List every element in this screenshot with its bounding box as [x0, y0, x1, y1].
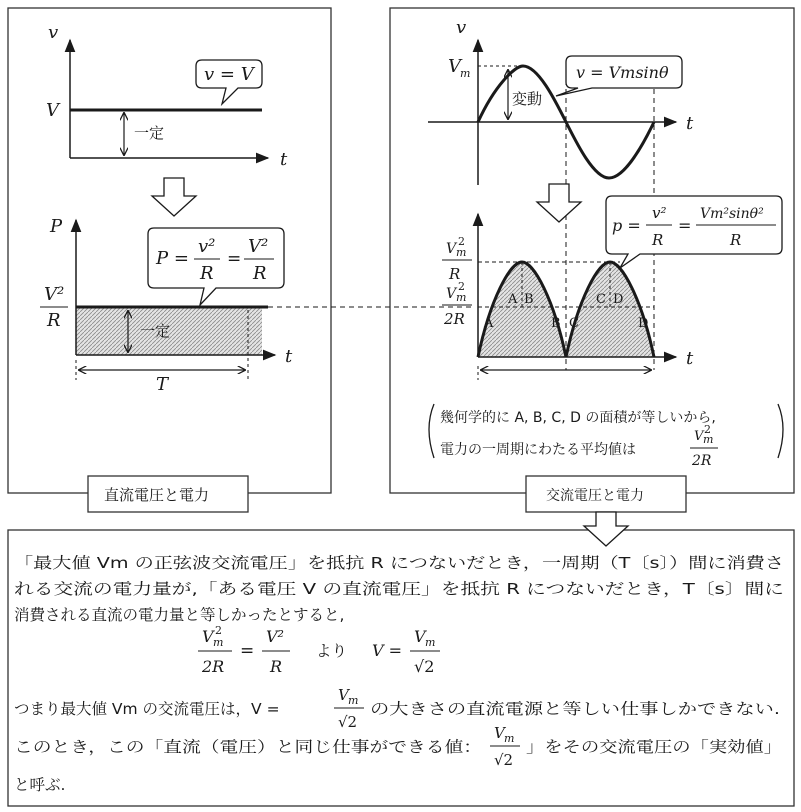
svg-text:=: = [678, 216, 692, 235]
svg-text:V: V [446, 286, 457, 302]
svg-text:√2: √2 [494, 751, 514, 769]
svg-text:Vm²sinθ²: Vm²sinθ² [700, 206, 764, 222]
svg-text:R: R [449, 265, 461, 283]
explanation-line-2: れる交流の電力量が,「ある電圧 V の直流電圧」を抵抗 R につないだとき，T〔s〕間に [14, 580, 784, 598]
svg-text:V²: V² [266, 627, 284, 646]
svg-text:m: m [460, 67, 471, 80]
svg-text:m: m [456, 246, 467, 259]
svg-text:V: V [494, 724, 505, 742]
svg-text:v²: v² [652, 204, 667, 222]
peak-power-label [442, 235, 472, 283]
region-A-2: A [508, 292, 518, 307]
dc-voltage-callout [196, 60, 262, 104]
left-graph-power [40, 216, 293, 395]
left-t-axis-label: t [280, 149, 288, 170]
left-caption: 直流電圧と電力 [104, 486, 210, 504]
svg-text:m: m [213, 636, 224, 649]
svg-text:V: V [414, 627, 426, 646]
ac-power-callout [606, 196, 782, 268]
average-power-label [442, 280, 472, 328]
right-t2-axis-label: t [686, 348, 694, 369]
svg-text:m: m [703, 433, 714, 446]
region-C-2: C [596, 292, 606, 307]
svg-text:=: = [227, 249, 242, 269]
svg-text:2: 2 [704, 423, 711, 436]
svg-text:2: 2 [458, 235, 465, 248]
down-arrow-bottom [584, 512, 628, 546]
svg-text:m: m [425, 636, 436, 649]
dc-power-level-label [40, 284, 68, 331]
svg-text:幾何学的に A, B, C, D の面積が等しいから,: 幾何学的に A, B, C, D の面積が等しいから, [440, 410, 716, 426]
explanation-line-4b: の大きさの直流電源と等しい仕事しかできない. [370, 700, 780, 718]
down-arrow-left [152, 178, 196, 216]
down-arrow-right [537, 184, 581, 222]
svg-text:m: m [504, 732, 515, 745]
svg-text:2R: 2R [202, 657, 225, 676]
explanation-line-4a: つまり最大値 Vm の交流電圧は，V = [14, 700, 280, 718]
svg-text:R: R [730, 231, 742, 249]
region-B-2: B [551, 316, 561, 331]
region-B-1: B [524, 292, 534, 307]
region-D-1: D [613, 292, 624, 307]
explanation-line-5b: 」をその交流電圧の「実効値」 [526, 738, 782, 756]
svg-text:√2: √2 [414, 657, 435, 676]
ac-voltage-callout [556, 56, 682, 96]
svg-text:R: R [652, 231, 664, 249]
right-graph-power [442, 196, 782, 380]
left-t2-axis-label: t [285, 346, 293, 367]
left-graph-voltage [46, 22, 288, 170]
svg-text:√2: √2 [338, 713, 358, 731]
svg-text:2: 2 [215, 624, 222, 637]
svg-text:2: 2 [458, 280, 465, 293]
svg-text:m: m [348, 694, 359, 707]
svg-text:V: V [338, 686, 349, 704]
svg-text:v = Vmsinθ: v = Vmsinθ [576, 63, 669, 82]
dc-power-callout [148, 228, 284, 305]
explanation-line-1: 「最大値 Vm の正弦波交流電圧」を抵抗 R につないだとき，一周期（T〔s〕）間に消費さ [14, 554, 784, 572]
explanation-line-5a: このとき，この「直流（電圧）と同じ仕事ができる値： [14, 738, 482, 756]
svg-text:R: R [47, 310, 61, 331]
svg-text:R: R [253, 263, 267, 284]
region-C-1: C [569, 316, 579, 331]
svg-text:2R: 2R [444, 310, 465, 328]
dc-power-constant-label: 一定 [140, 322, 171, 340]
dc-constant-label: 一定 [134, 124, 165, 142]
right-t-axis-label: t [686, 113, 694, 134]
period-label: T [156, 374, 169, 395]
explanation-line-3: 消費される直流の電力量と等しかったとすると, [14, 606, 345, 624]
rms-equation [198, 624, 440, 676]
svg-text:=: = [240, 641, 255, 661]
svg-text:v = V: v = V [204, 64, 254, 85]
svg-text:P =: P = [156, 248, 189, 269]
svg-text:V²: V² [248, 236, 269, 257]
svg-text:V: V [448, 56, 461, 77]
svg-text:V: V [446, 241, 457, 257]
svg-text:V: V [694, 429, 704, 444]
svg-text:p =: p = [612, 216, 641, 235]
region-A-1: A [484, 316, 494, 331]
svg-text:2R: 2R [692, 453, 712, 469]
area-note [429, 404, 783, 469]
explanation-text [14, 554, 784, 794]
right-caption: 交流電圧と電力 [546, 488, 644, 504]
svg-text:v²: v² [198, 236, 216, 257]
right-v-axis-label: v [456, 17, 467, 38]
svg-text:電力の一周期にわたる平均値は: 電力の一周期にわたる平均値は [440, 442, 636, 458]
svg-text:R: R [270, 657, 283, 676]
svg-text:V²: V² [44, 284, 65, 305]
svg-text:より: より [316, 642, 348, 660]
svg-text:V =: V = [372, 641, 403, 660]
left-v-axis-label: v [48, 22, 59, 43]
svg-text:V: V [202, 627, 214, 646]
svg-text:R: R [200, 263, 214, 284]
svg-text:m: m [456, 291, 467, 304]
region-D-2: D [638, 316, 649, 331]
peak-label [448, 56, 470, 80]
left-p-axis-label: P [50, 216, 63, 237]
explanation-line-6: と呼ぶ. [14, 776, 66, 794]
vary-label: 変動 [512, 90, 543, 108]
dc-level-label: V [46, 100, 59, 121]
